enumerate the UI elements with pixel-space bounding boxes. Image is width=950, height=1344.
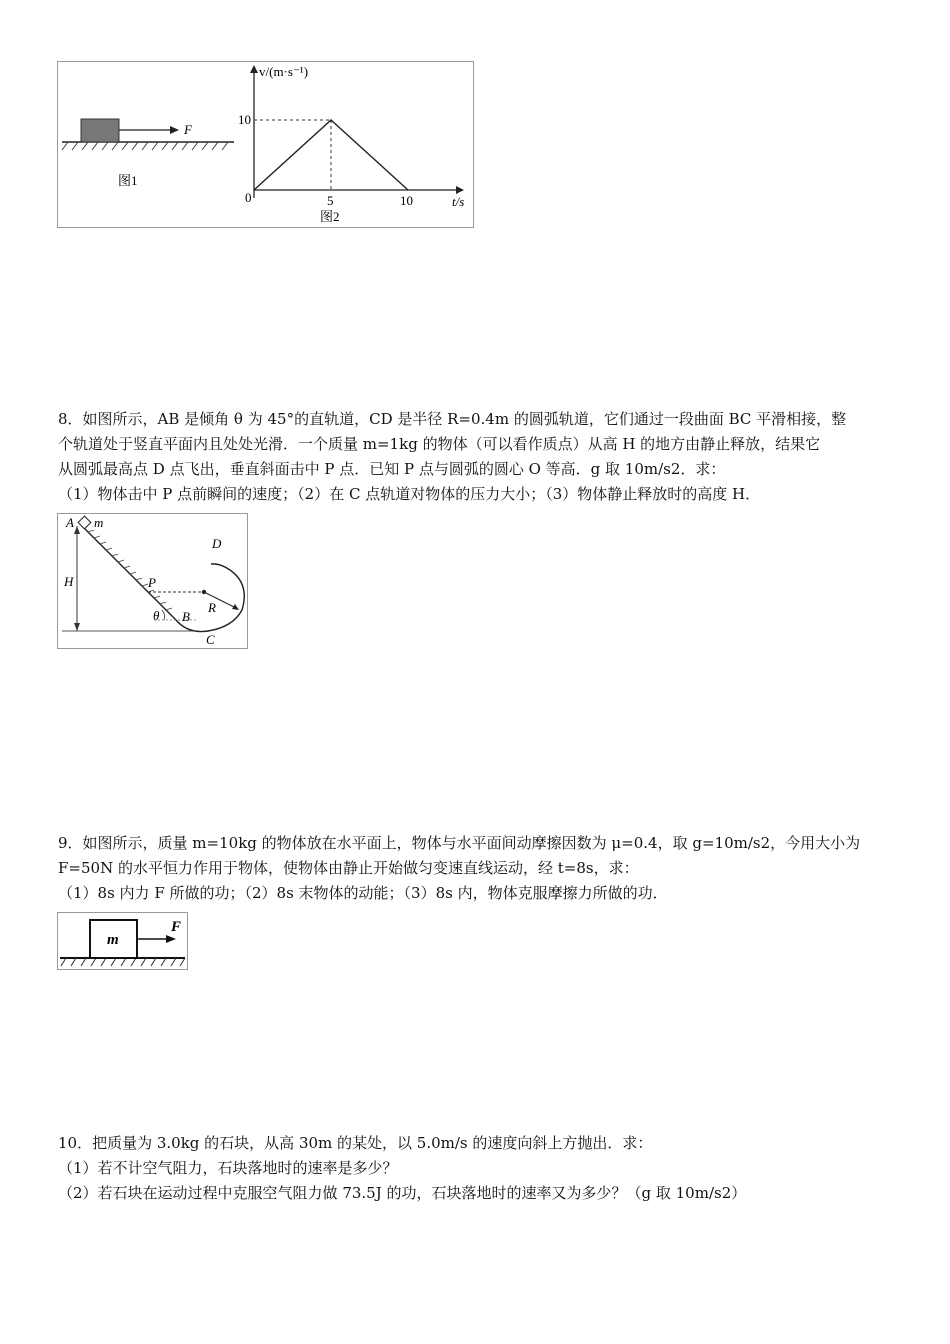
q9-line-1: 9．如图所示，质量 m=10kg 的物体放在水平面上，物体与水平面间动摩擦因数为 μ=0.4，取 g=10m/s2，今用大小为 — [58, 834, 861, 852]
label-f: F — [171, 919, 182, 935]
figure2-caption: 图2 — [320, 209, 340, 224]
force-label: F — [184, 122, 192, 137]
figure2-vt-chart — [238, 64, 464, 224]
x-tick-label-10: 10 — [400, 193, 413, 208]
q8-line-1: 8．如图所示，AB 是倾角 θ 为 45°的直轨道，CD 是半径 R=0.4m 的圆弧轨道，它们通过一段曲面 BC 平滑相接，整 — [58, 410, 847, 428]
y-axis-label: v/(m·s⁻¹) — [259, 64, 309, 79]
label-m: m — [107, 932, 119, 948]
label-r: R — [208, 600, 216, 615]
label-m: m — [94, 515, 104, 530]
label-d: D — [212, 536, 222, 551]
q10-line-2: （1）若不计空气阻力，石块落地时的速率是多少？ — [58, 1159, 398, 1177]
label-h: H — [64, 574, 74, 589]
x-axis-label: t/s — [452, 194, 465, 209]
q9-line-2: F=50N 的水平恒力作用于物体，使物体由静止开始做匀变速直线运动，经 t=8s，求： — [58, 859, 639, 877]
velocity-line — [254, 120, 408, 190]
figure-q8 — [57, 513, 248, 649]
x-tick-label-5: 5 — [327, 193, 334, 208]
incline-ab — [82, 526, 176, 620]
figure-q7-drawing — [58, 62, 473, 227]
figure-q9-drawing — [58, 913, 187, 969]
q8-line-3: 从圆弧最高点 D 点飞出，垂直斜面击中 P 点．已知 P 点与圆弧的圆心 O 等高．g 取 10m/s2．求： — [58, 460, 726, 478]
q10-line-3: （2）若石块在运动过程中克服空气阻力做 73.5J 的功，石块落地时的速率又为多少？（g 取 10m/s2） — [58, 1184, 747, 1202]
label-b: B — [182, 609, 190, 624]
origin-label: 0 — [245, 190, 252, 205]
label-a: A — [66, 515, 74, 530]
figure-q8-drawing — [58, 514, 247, 648]
label-theta: θ — [153, 608, 160, 623]
figure-q9 — [57, 912, 188, 970]
figure1-caption: 图1 — [118, 173, 138, 188]
q9-line-3: （1）8s 内力 F 所做的功；（2）8s 末物体的动能；（3）8s 内，物体克服摩擦力所做的功． — [58, 884, 668, 902]
figure-q7 — [57, 61, 474, 228]
q8-line-2: 个轨道处于竖直平面内且处处光滑．一个质量 m=1kg 的物体（可以看作质点）从高 H 的地方由静止释放，结果它 — [58, 435, 821, 453]
q10-line-1: 10．把质量为 3.0kg 的石块，从高 30m 的某处，以 5.0m/s 的速度向斜上方抛出．求： — [58, 1134, 653, 1152]
block-m — [78, 516, 91, 529]
figure1-block — [81, 119, 119, 142]
figure1-block-diagram — [62, 119, 234, 188]
y-tick-label-10: 10 — [238, 112, 251, 127]
label-p: P — [148, 575, 156, 590]
theta-arc — [162, 610, 165, 620]
q8-line-4: （1）物体击中 P 点前瞬间的速度；（2）在 C 点轨道对物体的压力大小；（3）物体静止释放时的高度 H． — [58, 485, 761, 503]
label-c: C — [206, 632, 215, 647]
